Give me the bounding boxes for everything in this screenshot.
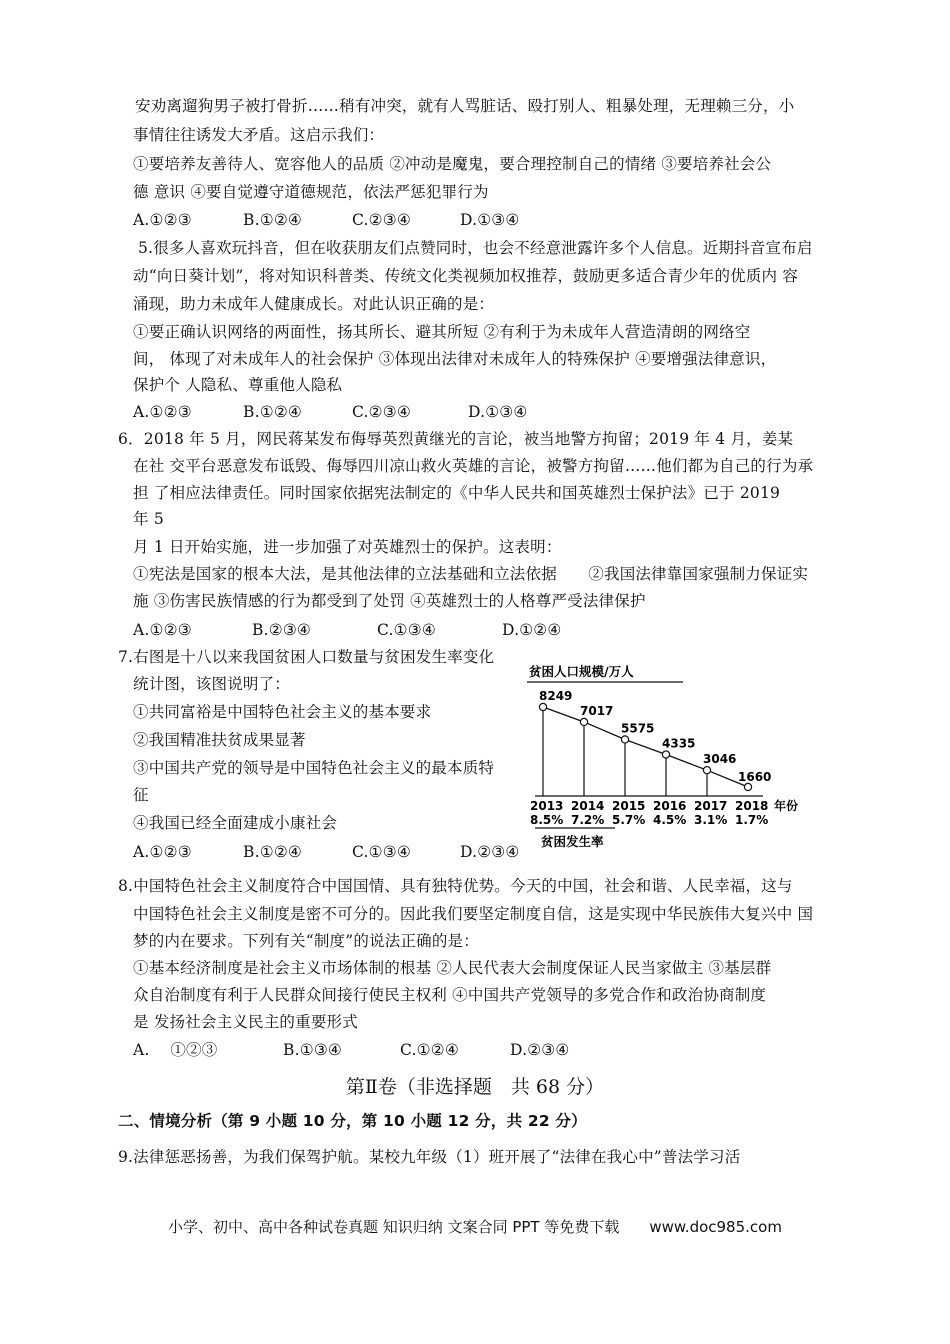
q8-line6: 是 发扬社会主义民主的重要形式 — [133, 1013, 358, 1031]
q5-option-d: D.①③④ — [468, 403, 528, 421]
q6-line4: 年 5 — [133, 510, 164, 528]
q5-line5: 间， 体现了对未成年人的社会保护 ③体现出法律对未成年人的特殊保护 ④要增强法律意识， — [133, 350, 777, 368]
q4-line2: 事情往往诱发大矛盾。这启示我们： — [133, 126, 385, 144]
q7-line1: 7.右图是十八以来我国贫困人口数量与贫困发生率变化 — [118, 648, 495, 666]
q6-line3: 担 了相应法律责任。同时国家依据宪法制定的《中华人民共和国英雄烈士保护法》已于 2019 — [133, 484, 781, 502]
q6-line1: 6．2018 年 5 月，网民蒋某发布侮辱英烈黄继光的言论，被当地警方拘留；2019 年 4 月，姜某 — [118, 430, 794, 448]
q8-line5: 众自治制度有利于人民群众间接行使民主权利 ④中国共产党领导的多党合作和政治协商制度 — [133, 986, 767, 1004]
q9-line1: 9.法律惩恶扬善，为我们保驾护航。某校九年级（1）班开展了“法律在我心中”普法学习活 — [118, 1148, 741, 1166]
q7-item2: ②我国精准扶贫成果显著 — [133, 731, 306, 749]
data-label: 3046 — [703, 752, 737, 767]
q7-option-a: A.①②③ — [133, 843, 192, 861]
q6-line6: ①宪法是国家的根本大法，是其他法律的立法基础和立法依据 ②我国法律靠国家强制力保证实 — [133, 565, 809, 583]
q5-option-b: B.①②④ — [243, 403, 303, 421]
x-tick-label: 2017 — [694, 799, 728, 813]
poverty-chart — [525, 660, 815, 860]
q8-option-d: D.②③④ — [510, 1041, 570, 1059]
data-point — [662, 751, 669, 758]
q7-item3a: ③中国共产党的领导是中国特色社会主义的最本质特 — [133, 759, 495, 777]
data-label: 7017 — [580, 703, 614, 718]
data-point — [539, 703, 546, 710]
q6-option-a: A.①②③ — [133, 621, 192, 639]
q7-item1: ①共同富裕是中国特色社会主义的基本要求 — [133, 703, 432, 721]
footer-url: www.doc985.com — [649, 1218, 782, 1236]
q4-option-c: C.②③④ — [352, 211, 411, 229]
q8-option-a: A. ①②③ — [133, 1041, 218, 1059]
q4-line3: ①要培养友善待人、宽容他人的品质 ②冲动是魔鬼，要合理控制自己的情绪 ③要培养社会公 — [133, 155, 772, 173]
rate-label: 8.5% — [530, 813, 564, 827]
q6-option-d: D.①②④ — [502, 621, 562, 639]
q8-line4: ①基本经济制度是社会主义市场体制的根基 ②人民代表大会制度保证人民当家做主 ③基层群 — [133, 959, 772, 977]
q8-line1: 8.中国特色社会主义制度符合中国国情、具有独特优势。今天的中国，社会和谐、人民幸福，这与 — [118, 877, 793, 895]
q4-option-b: B.①②④ — [243, 211, 303, 229]
q7-option-d: D.②③④ — [460, 843, 520, 861]
data-point — [621, 736, 628, 743]
rate-label: 4.5% — [653, 813, 687, 827]
q5-line3: 涌现，助力未成年人健康成长。对此认识正确的是： — [133, 295, 495, 313]
x-tick-label: 2015 — [612, 799, 646, 813]
q8-line3: 梦的内在要求。下列有关“制度”的说法正确的是： — [133, 932, 479, 950]
x-tick-label: 2018 — [735, 799, 769, 813]
section-heading: 二、情境分析（第 9 小题 10 分，第 10 小题 12 分，共 22 分） — [118, 1112, 587, 1130]
data-point — [744, 783, 751, 790]
data-label: 8249 — [539, 689, 573, 703]
q5-line4: ①要正确认识网络的两面性，扬其所长、避其所短 ②有利于为未成年人营造清朗的网络空 — [133, 323, 751, 341]
q6-option-c: C.①③④ — [377, 621, 436, 639]
bottom-label: 贫困发生率 — [541, 834, 604, 849]
rate-label: 3.1% — [694, 813, 728, 827]
q5-line2: 动“向日葵计划”，将对知识科普类、传统文化类视频加权推荐，鼓励更多适合青少年的优质内 容 — [133, 267, 799, 285]
data-point — [580, 718, 587, 725]
data-point — [703, 767, 710, 774]
q8-option-b: B.①③④ — [283, 1041, 343, 1059]
page-footer — [0, 1216, 950, 1237]
q4-line1: 安劝离遛狗男子被打骨折……稍有冲突，就有人骂脏话、殴打别人、粗暴处理，无理赖三分，小 — [135, 97, 795, 115]
q7-item4: ④我国已经全面建成小康社会 — [133, 814, 338, 832]
q4-line4: 德 意识 ④要自觉遵守道德规范，依法严惩犯罪行为 — [133, 183, 489, 201]
x-axis-label: 年份 — [774, 799, 799, 813]
series-line — [543, 707, 748, 787]
x-tick-label: 2014 — [571, 799, 605, 813]
part2-title: 第Ⅱ卷（非选择题 共 68 分） — [345, 1076, 605, 1098]
q6-option-b: B.②③④ — [252, 621, 312, 639]
q7-option-b: B.①②④ — [243, 843, 303, 861]
data-label: 4335 — [662, 736, 696, 751]
q7-line2: 统计图，该图说明了： — [133, 675, 291, 693]
q8-line2: 中国特色社会主义制度是密不可分的。因此我们要坚定制度自信，这是实现中华民族伟大复兴中 国 — [133, 905, 814, 923]
x-tick-label: 2016 — [653, 799, 687, 813]
data-label: 5575 — [621, 721, 655, 736]
rate-label: 7.2% — [571, 813, 605, 827]
rate-label: 1.7% — [735, 813, 769, 827]
footer-text: 小学、初中、高中各种试卷真题 知识归纳 文案合同 PPT 等免费下载 — [168, 1218, 620, 1236]
q5-line6: 保护个 人隐私、尊重他人隐私 — [133, 376, 343, 394]
q6-line5: 月 1 日开始实施，进一步加强了对英雄烈士的保护。这表明： — [133, 538, 562, 556]
q5-option-a: A.①②③ — [133, 403, 192, 421]
q6-line2: 在社 交平台恶意发布诋毁、侮辱四川凉山救火英雄的言论，被警方拘留……他们都为自己的行为承 — [133, 457, 814, 475]
chart-title: 贫困人口规模/万人 — [529, 664, 634, 679]
rate-label: 5.7% — [612, 813, 646, 827]
q4-option-d: D.①③④ — [460, 211, 520, 229]
q5-line1: 5.很多人喜欢玩抖音，但在收获朋友们点赞同时，也会不经意泄露许多个人信息。近期抖音宣布启 — [138, 239, 813, 257]
q7-item3b: 征 — [133, 786, 149, 804]
x-tick-label: 2013 — [530, 799, 564, 813]
q4-option-a: A.①②③ — [133, 211, 192, 229]
q7-option-c: C.①③④ — [352, 843, 411, 861]
q8-option-c: C.①②④ — [400, 1041, 459, 1059]
q5-option-c: C.②③④ — [352, 403, 411, 421]
data-label: 1660 — [738, 770, 772, 784]
q6-line7: 施 ③伤害民族情感的行为都受到了处罚 ④英雄烈士的人格尊严受法律保护 — [133, 592, 646, 610]
